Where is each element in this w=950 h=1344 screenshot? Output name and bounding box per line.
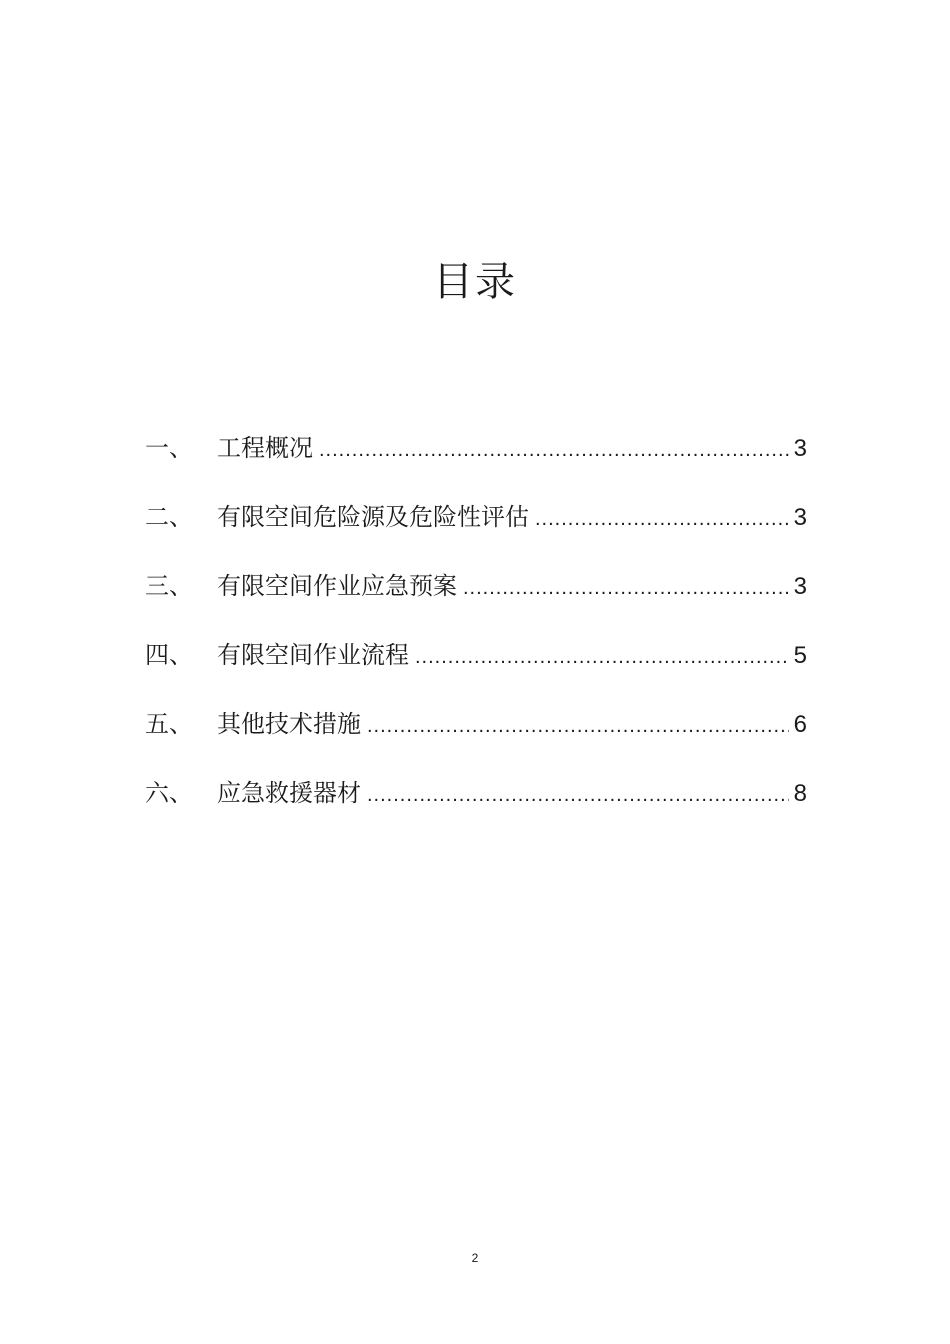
toc-entry-page: 5	[793, 642, 807, 669]
toc-dot-leader	[319, 430, 789, 470]
toc-entry-label: 有限空间作业流程	[217, 641, 409, 669]
toc-entry[interactable]	[145, 428, 807, 497]
toc-entry-page: 3	[793, 573, 807, 600]
toc-list	[145, 428, 807, 842]
toc-entry[interactable]	[145, 566, 807, 635]
toc-dot-leader	[367, 706, 789, 746]
toc-entry-number: 六、	[145, 779, 193, 807]
toc-entry-number: 五、	[145, 710, 193, 738]
toc-entry[interactable]	[145, 497, 807, 566]
toc-entry-number: 一、	[145, 434, 193, 462]
toc-title: 目录	[433, 259, 517, 305]
toc-entry-number: 三、	[145, 572, 193, 600]
toc-entry-label: 有限空间危险源及危险性评估	[217, 503, 529, 531]
toc-entry-label: 应急救援器材	[217, 779, 361, 807]
toc-dot-leader	[367, 775, 789, 815]
toc-entry-label: 其他技术措施	[217, 710, 361, 738]
toc-entry[interactable]	[145, 635, 807, 704]
toc-dot-leader	[463, 568, 789, 608]
toc-dot-leader	[535, 499, 789, 539]
toc-entry[interactable]	[145, 773, 807, 842]
toc-entry-page: 6	[793, 711, 807, 738]
toc-entry-label: 工程概况	[217, 434, 313, 462]
toc-entry-number: 四、	[145, 641, 193, 669]
toc-entry-page: 3	[793, 435, 807, 462]
toc-dot-leader	[415, 637, 789, 677]
toc-entry-page: 3	[793, 504, 807, 531]
toc-entry-page: 8	[793, 780, 807, 807]
toc-entry-label: 有限空间作业应急预案	[217, 572, 457, 600]
toc-entry[interactable]	[145, 704, 807, 773]
toc-entry-number: 二、	[145, 503, 193, 531]
page-number: 2	[471, 1251, 479, 1265]
